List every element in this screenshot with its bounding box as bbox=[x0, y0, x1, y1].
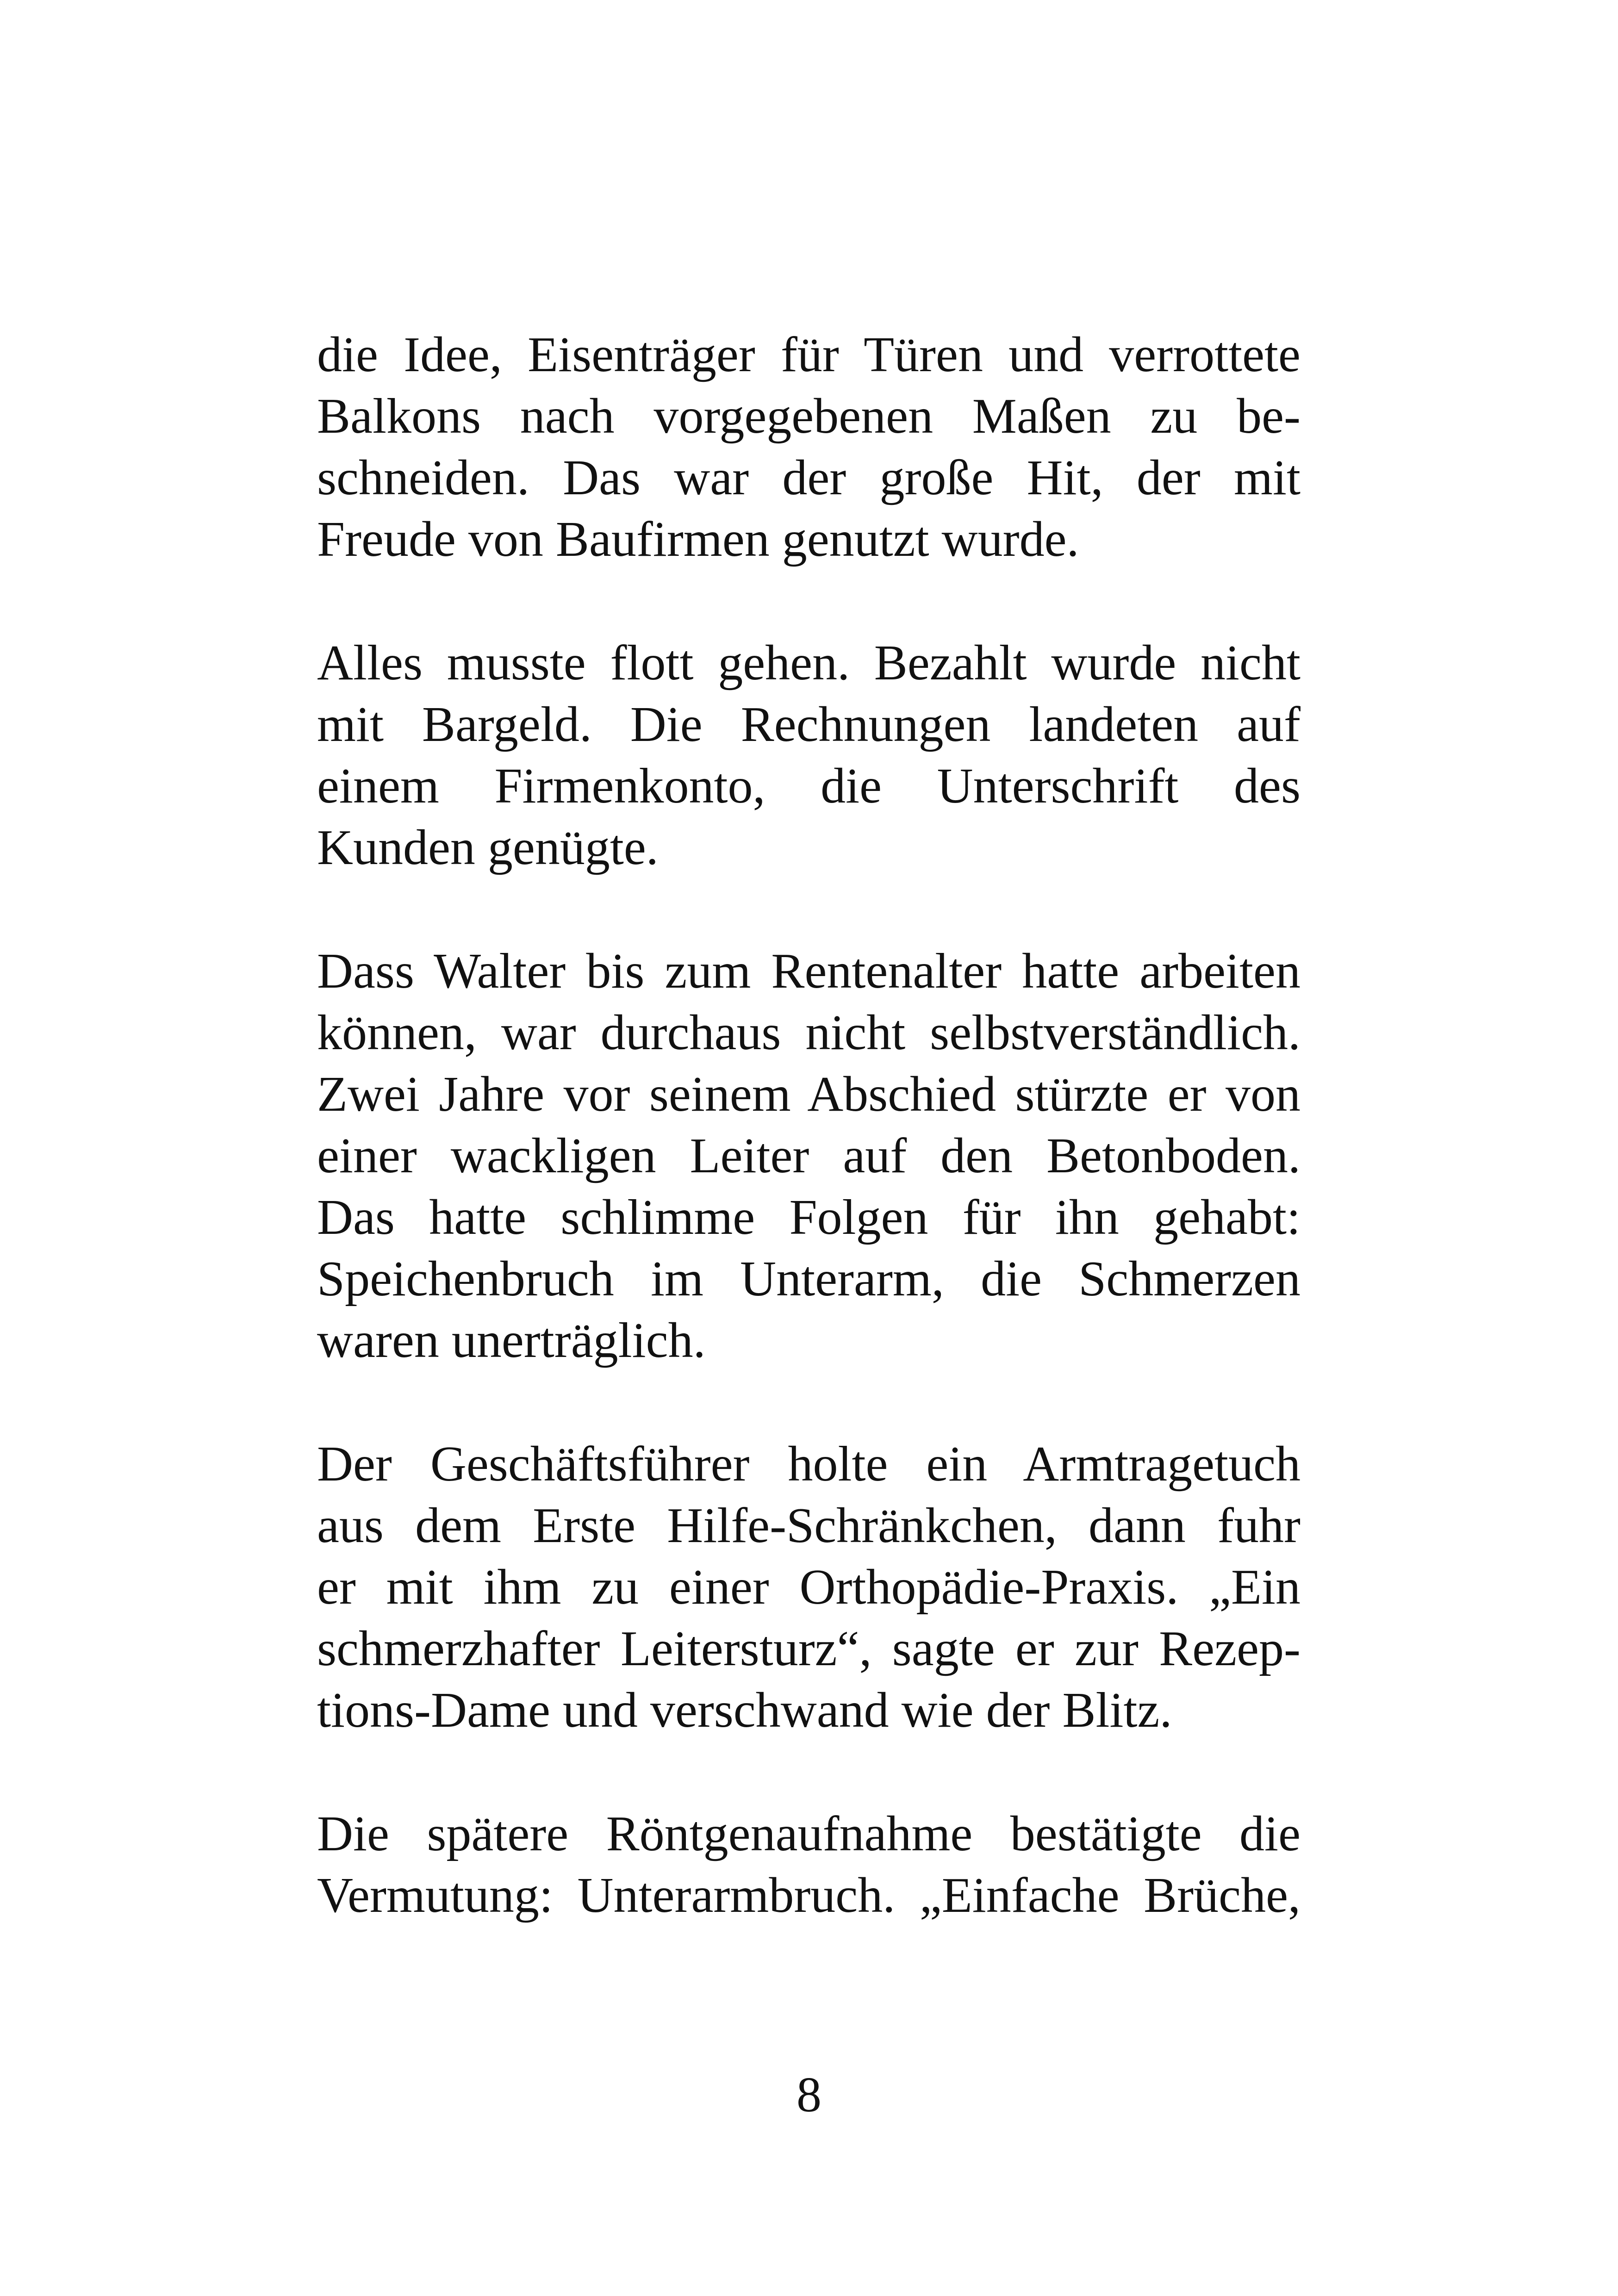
text-line: Zwei Jahre vor seinem Abschied stürzte er von bbox=[317, 1067, 1301, 1122]
text-line: Alles musste flott gehen. Bezahlt wurde nicht bbox=[317, 635, 1301, 691]
paragraph-2 bbox=[317, 632, 1301, 878]
text-line: aus dem Erste Hilfe-Schränkchen, dann fuhr bbox=[317, 1498, 1301, 1553]
text-line: Kunden genügte. bbox=[317, 820, 659, 875]
text-line: Balkons nach vorgegebenen Maßen zu be- bbox=[317, 389, 1301, 444]
text-line: waren unerträglich. bbox=[317, 1313, 706, 1368]
paragraph-1 bbox=[317, 324, 1301, 570]
text-line: Der Geschäftsführer holte ein Armtragetuch bbox=[317, 1437, 1301, 1492]
paragraph-5 bbox=[317, 1803, 1301, 1926]
text-line: Dass Walter bis zum Rentenalter hatte arbeiten bbox=[317, 944, 1301, 999]
text-line: mit Bargeld. Die Rechnungen landeten auf bbox=[317, 697, 1301, 752]
text-line: Vermutung: Unterarmbruch. „Einfache Brüche, bbox=[317, 1868, 1301, 1923]
text-line: einer wackligen Leiter auf den Betonboden. bbox=[317, 1128, 1301, 1183]
text-line: Freude von Baufirmen genutzt wurde. bbox=[317, 512, 1079, 567]
text-line: Die spätere Röntgenaufnahme bestätigte die bbox=[317, 1806, 1301, 1861]
page-number: 8 bbox=[797, 2067, 821, 2122]
text-line: können, war durchaus nicht selbstverständlich. bbox=[317, 1005, 1301, 1060]
text-line: er mit ihm zu einer Orthopädie-Praxis. „Ein bbox=[317, 1560, 1301, 1615]
text-line: schmerzhafter Leitersturz“, sagte er zur Rezep- bbox=[317, 1621, 1301, 1676]
text-line: Speichenbruch im Unterarm, die Schmerzen bbox=[317, 1251, 1301, 1307]
text-line: einem Firmenkonto, die Unterschrift des bbox=[317, 759, 1301, 814]
text-line: Das hatte schlimme Folgen für ihn gehabt: bbox=[317, 1190, 1301, 1245]
text-line: schneiden. Das war der große Hit, der mit bbox=[317, 450, 1301, 505]
text-line: die Idee, Eisenträger für Türen und verrottete bbox=[317, 327, 1301, 382]
text-line: tions-Dame und verschwand wie der Blitz. bbox=[317, 1683, 1172, 1738]
paragraph-4 bbox=[317, 1433, 1301, 1741]
paragraph-3 bbox=[317, 940, 1301, 1371]
